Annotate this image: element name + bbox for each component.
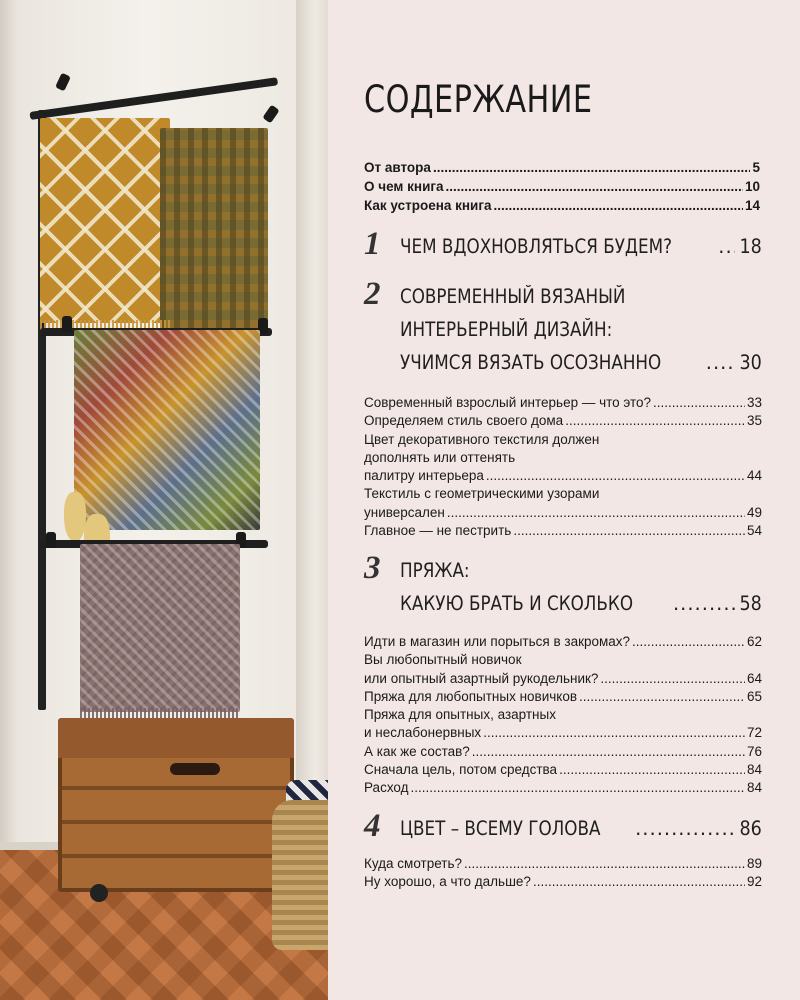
toc-title: СОДЕРЖАНИЕ bbox=[364, 78, 593, 121]
chapter-3-heading[interactable] bbox=[364, 550, 762, 618]
toc-entry-label: Пряжа для любопытных новичков bbox=[364, 688, 578, 704]
toc-entry-label: дополнять или оттенять bbox=[364, 449, 516, 465]
toc-entry[interactable] bbox=[364, 743, 762, 761]
toc-entry-page: 14 bbox=[744, 198, 760, 213]
chapter-title-line: ПРЯЖА: bbox=[400, 559, 470, 582]
dot-leader bbox=[559, 761, 745, 779]
chapter-2-sections bbox=[364, 394, 762, 540]
rack-bar-end bbox=[55, 73, 71, 92]
dot-leader bbox=[533, 873, 745, 891]
crate-lid bbox=[58, 718, 294, 758]
toc-entry-page: 35 bbox=[746, 413, 762, 429]
toc-entry[interactable] bbox=[364, 431, 762, 486]
chapter-3-sections bbox=[364, 633, 762, 798]
toc-entry-label: А как же состав? bbox=[364, 743, 470, 759]
blanket-olive bbox=[160, 128, 268, 328]
chapter-page: 86 bbox=[739, 817, 762, 840]
crate-wheel bbox=[90, 884, 108, 902]
toc-entry[interactable] bbox=[364, 177, 760, 196]
toc-entry-label: Ну хорошо, а что дальше? bbox=[364, 874, 531, 890]
toc-entry-page: 72 bbox=[746, 725, 762, 741]
toc-entry-label: Главное — не пестрить bbox=[364, 523, 512, 539]
toc-entry-label: Идти в магазин или порыться в закромах? bbox=[364, 634, 631, 649]
crate-handle bbox=[170, 763, 220, 775]
toc-entry-page: 5 bbox=[752, 160, 760, 175]
front-matter-list bbox=[364, 158, 760, 215]
toc-entry[interactable] bbox=[364, 196, 760, 215]
toc-entry[interactable] bbox=[364, 485, 762, 522]
toc-entry-label: Определяем стиль своего дома bbox=[364, 413, 564, 429]
chapter-number: 2 bbox=[364, 276, 381, 312]
toc-entry-page: 89 bbox=[746, 856, 762, 871]
toc-entry-label: От автора bbox=[364, 160, 431, 175]
chapter-title: ЦВЕТ – ВСЕМУ ГОЛОВА bbox=[400, 817, 601, 840]
chapter-number: 1 bbox=[364, 226, 381, 262]
toc-entry-label: Расход bbox=[364, 780, 409, 796]
toc-entry[interactable] bbox=[364, 761, 762, 779]
blanket-multicolor bbox=[74, 330, 260, 530]
chapter-2-heading[interactable] bbox=[364, 276, 762, 377]
toc-entry-label: Текстиль с геометрическими узорами bbox=[364, 486, 600, 502]
toc-entry-page: 62 bbox=[746, 634, 762, 649]
toc-entry-page: 49 bbox=[746, 504, 762, 520]
chapter-title: ЧЕМ ВДОХНОВЛЯТЬСЯ БУДЕМ? bbox=[400, 235, 673, 258]
toc-entry-label: палитру интерьера bbox=[364, 468, 484, 484]
dot-leader bbox=[513, 522, 745, 540]
dot-leader bbox=[632, 633, 745, 651]
dot-leader bbox=[706, 348, 735, 377]
toc-entry-page: 44 bbox=[746, 468, 762, 484]
dot-leader bbox=[600, 670, 745, 688]
toc-entry-label: Куда смотреть? bbox=[364, 856, 463, 871]
chapter-4-sections bbox=[364, 855, 762, 892]
toc-entry[interactable] bbox=[364, 706, 762, 743]
toc-entry-label: О чем книга bbox=[364, 179, 444, 194]
toc-entry[interactable] bbox=[364, 522, 762, 540]
dot-leader bbox=[673, 589, 735, 618]
toc-entry[interactable] bbox=[364, 855, 762, 873]
toc-entry-page: 84 bbox=[746, 762, 762, 778]
toc-entry[interactable] bbox=[364, 873, 762, 891]
toc-entry-label: Пряжа для опытных, азартных bbox=[364, 707, 556, 723]
dot-leader bbox=[486, 467, 745, 485]
toc-entry-page: 76 bbox=[746, 743, 762, 759]
rack-bar-end bbox=[262, 105, 279, 124]
toc-entry-label: Вы любопытный новичок bbox=[364, 652, 522, 668]
toc-entry[interactable] bbox=[364, 394, 762, 412]
toc-entry[interactable] bbox=[364, 651, 762, 688]
wicker-basket bbox=[272, 800, 328, 950]
chapter-page: 58 bbox=[739, 592, 762, 615]
rack-bar-end bbox=[62, 316, 72, 332]
toc-entry-label: Сначала цель, потом средства bbox=[364, 762, 558, 778]
chapter-page: 30 bbox=[739, 351, 762, 374]
chapter-1-heading[interactable] bbox=[364, 226, 762, 262]
toc-entry-label: или опытный азартный рукодельник? bbox=[364, 670, 599, 686]
dot-leader bbox=[472, 743, 745, 761]
toc-entry[interactable] bbox=[364, 158, 760, 177]
blanket-mustard bbox=[40, 118, 170, 323]
tassel bbox=[64, 492, 86, 542]
toc-entry-page: 33 bbox=[746, 395, 762, 410]
toc-entry-label: Цвет декоративного текстиля должен bbox=[364, 431, 600, 447]
dot-leader bbox=[493, 196, 743, 215]
dot-leader bbox=[635, 814, 735, 843]
toc-entry[interactable] bbox=[364, 688, 762, 706]
chapter-4-heading[interactable] bbox=[364, 808, 762, 844]
dot-leader bbox=[446, 177, 743, 196]
toc-entry-page: 92 bbox=[746, 874, 762, 890]
toc-entry[interactable] bbox=[364, 633, 762, 651]
chapter-number: 4 bbox=[364, 808, 381, 844]
dot-leader bbox=[464, 855, 745, 873]
chapter-title-line: СОВРЕМЕННЫЙ ВЯЗАНЫЙ bbox=[400, 285, 626, 308]
chapter-title-line: КАКУЮ БРАТЬ И СКОЛЬКО bbox=[400, 592, 634, 615]
dot-leader bbox=[718, 232, 735, 261]
table-of-contents bbox=[328, 0, 800, 1000]
door-frame bbox=[296, 0, 328, 860]
toc-entry-page: 65 bbox=[746, 688, 762, 704]
toc-entry-label: Как устроена книга bbox=[364, 198, 492, 213]
toc-entry-label: Современный взрослый интерьер — что это? bbox=[364, 395, 652, 410]
toc-entry[interactable] bbox=[364, 412, 762, 430]
dot-leader bbox=[447, 504, 745, 522]
dot-leader bbox=[411, 779, 745, 797]
rack-bar-end bbox=[46, 532, 56, 548]
dot-leader bbox=[579, 688, 745, 706]
dot-leader bbox=[565, 412, 745, 430]
toc-entry-label: и неслабонервных bbox=[364, 725, 482, 741]
toc-entry[interactable] bbox=[364, 779, 762, 797]
toc-entry-page: 84 bbox=[746, 780, 762, 796]
toc-entry-page: 64 bbox=[746, 670, 762, 686]
wall bbox=[0, 0, 18, 860]
toc-entry-page: 54 bbox=[746, 523, 762, 539]
chapter-page: 18 bbox=[739, 235, 762, 258]
chapter-title-line: ИНТЕРЬЕРНЫЙ ДИЗАЙН: bbox=[400, 318, 613, 341]
dot-leader bbox=[433, 158, 751, 177]
dot-leader bbox=[483, 724, 745, 742]
toc-entry-page: 10 bbox=[744, 179, 760, 194]
interior-photo bbox=[0, 0, 328, 1000]
toc-entry-label: универсален bbox=[364, 504, 445, 520]
blanket-grey bbox=[80, 544, 240, 712]
dot-leader bbox=[653, 394, 745, 412]
chapter-title-line: УЧИМСЯ ВЯЗАТЬ ОСОЗНАННО bbox=[400, 351, 662, 374]
chapter-number: 3 bbox=[364, 550, 381, 586]
